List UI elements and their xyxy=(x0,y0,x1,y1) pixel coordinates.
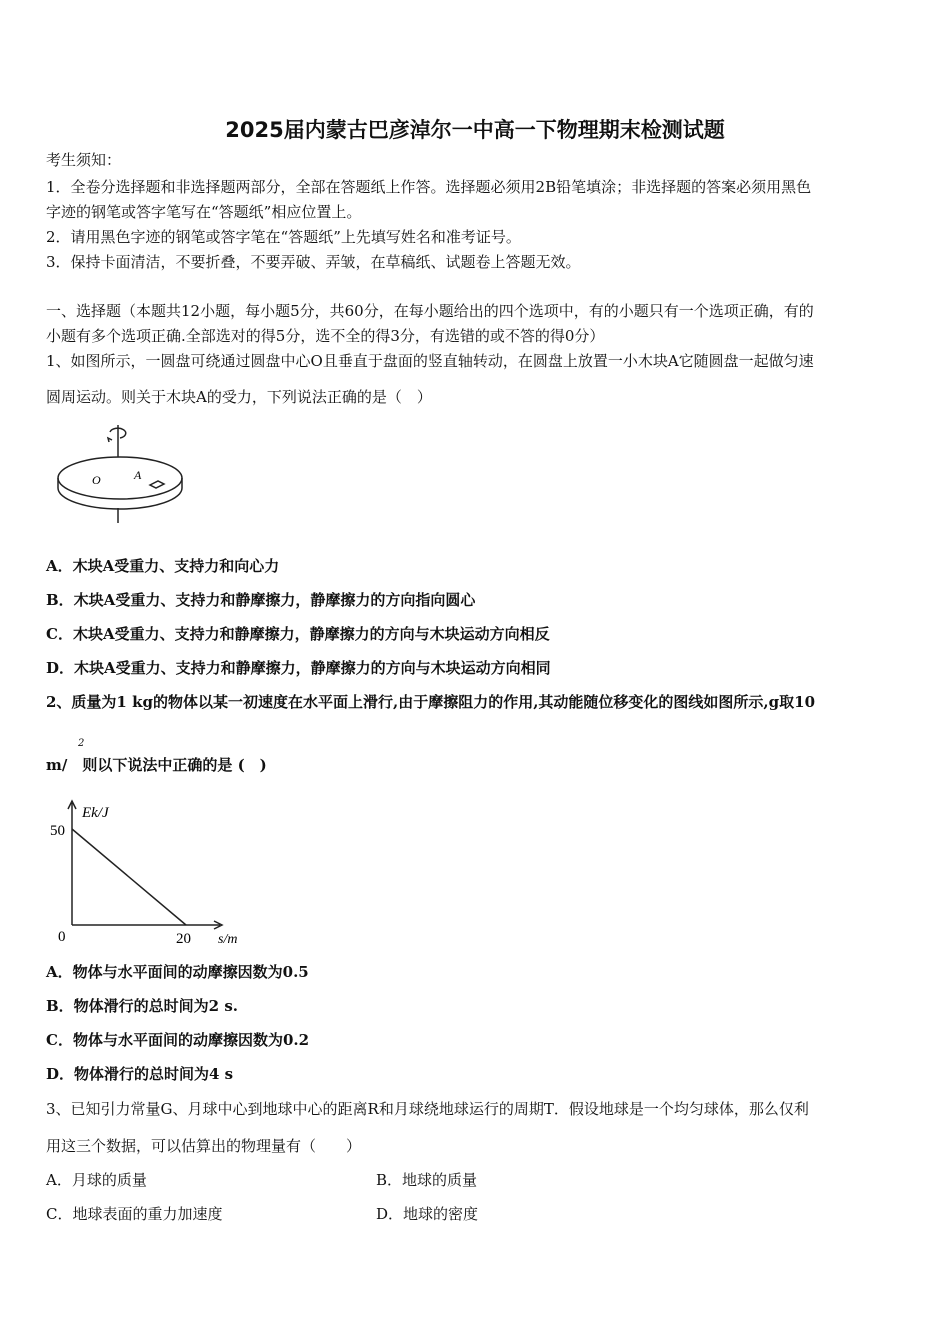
q1-stem: 圆周运动。则关于木块A的受力，下列说法正确的是（ ） xyxy=(46,388,432,406)
section-heading: 一、选择题（本题共12小题，每小题5分，共60分，在每小题给出的四个选项中，有的小题只有一个选项正确，有的 xyxy=(46,302,814,320)
q3-option-d: D．地球的密度 xyxy=(376,1205,479,1223)
notice-line: 字迹的钢笔或答字笔写在“答题纸”相应位置上。 xyxy=(46,203,362,221)
q3-option-c: C．地球表面的重力加速度 xyxy=(46,1205,223,1223)
notice-heading: 考生须知： xyxy=(46,151,122,169)
q1-option-b: B．木块A受重力、支持力和静摩擦力，静摩擦力的方向指向圆心 xyxy=(46,591,476,609)
page-title: 2025届内蒙古巴彦淖尔一中高一下物理期末检测试题 xyxy=(225,118,725,142)
y-axis-label: Ek/J xyxy=(82,805,109,821)
notice-line: 3．保持卡面清洁，不要折叠，不要弄破、弄皱，在草稿纸、试题卷上答题无效。 xyxy=(46,253,581,271)
block-label: A xyxy=(134,468,142,482)
q2-stem: 2、质量为1 kg的物体以某一初速度在水平面上滑行,由于摩擦阻力的作用,其动能随位移变化的图线如图所示,g取10 xyxy=(46,693,816,711)
section-heading: 小题有多个选项正确.全部选对的得5分，选不全的得3分，有选错的或不答的得0分） xyxy=(46,327,605,345)
notice-line: 1．全卷分选择题和非选择题两部分，全部在答题纸上作答。选择题必须用2B铅笔填涂；非选择题的答案必须用黑色 xyxy=(46,178,812,196)
q1-option-a: A．木块A受重力、支持力和向心力 xyxy=(46,557,280,575)
notice-line: 2．请用黑色字迹的钢笔或答字笔在“答题纸”上先填写姓名和准考证号。 xyxy=(46,228,521,246)
x-tick-label: 20 xyxy=(176,931,191,947)
q2-option-d: D．物体滑行的总时间为4 s xyxy=(46,1065,234,1083)
center-label: O xyxy=(92,473,101,487)
x-axis-label: s/m xyxy=(218,932,238,947)
q3-option-b: B．地球的质量 xyxy=(376,1171,478,1189)
q1-option-d: D．木块A受重力、支持力和静摩擦力，静摩擦力的方向与木块运动方向相同 xyxy=(46,659,551,677)
q1-option-c: C．木块A受重力、支持力和静摩擦力，静摩擦力的方向与木块运动方向相反 xyxy=(46,625,550,643)
q2-option-a: A．物体与水平面间的动摩擦因数为0.5 xyxy=(46,963,309,981)
rotating-disk-figure xyxy=(52,420,192,525)
q3-option-a: A．月球的质量 xyxy=(46,1171,147,1189)
ek-line xyxy=(72,829,186,925)
kinetic-energy-graph xyxy=(40,795,260,955)
q2-option-c: C．物体与水平面间的动摩擦因数为0.2 xyxy=(46,1031,310,1049)
superscript: 2 xyxy=(78,738,85,749)
origin-label: 0 xyxy=(58,929,66,945)
q2-stem: m/ 则以下说法中正确的是 ( ) xyxy=(46,756,267,774)
q1-stem: 1、如图所示，一圆盘可绕通过圆盘中心O且垂直于盘面的竖直轴转动，在圆盘上放置一小木块A它随圆盘一起做匀速 xyxy=(46,352,814,370)
q2-option-b: B．物体滑行的总时间为2 s. xyxy=(46,997,239,1015)
q3-stem: 3、已知引力常量G、月球中心到地球中心的距离R和月球绕地球运行的周期T．假设地球是一个均匀球体，那么仅利 xyxy=(46,1100,809,1118)
y-tick-label: 50 xyxy=(50,823,65,839)
q3-stem: 用这三个数据，可以估算出的物理量有（ ） xyxy=(46,1137,362,1155)
